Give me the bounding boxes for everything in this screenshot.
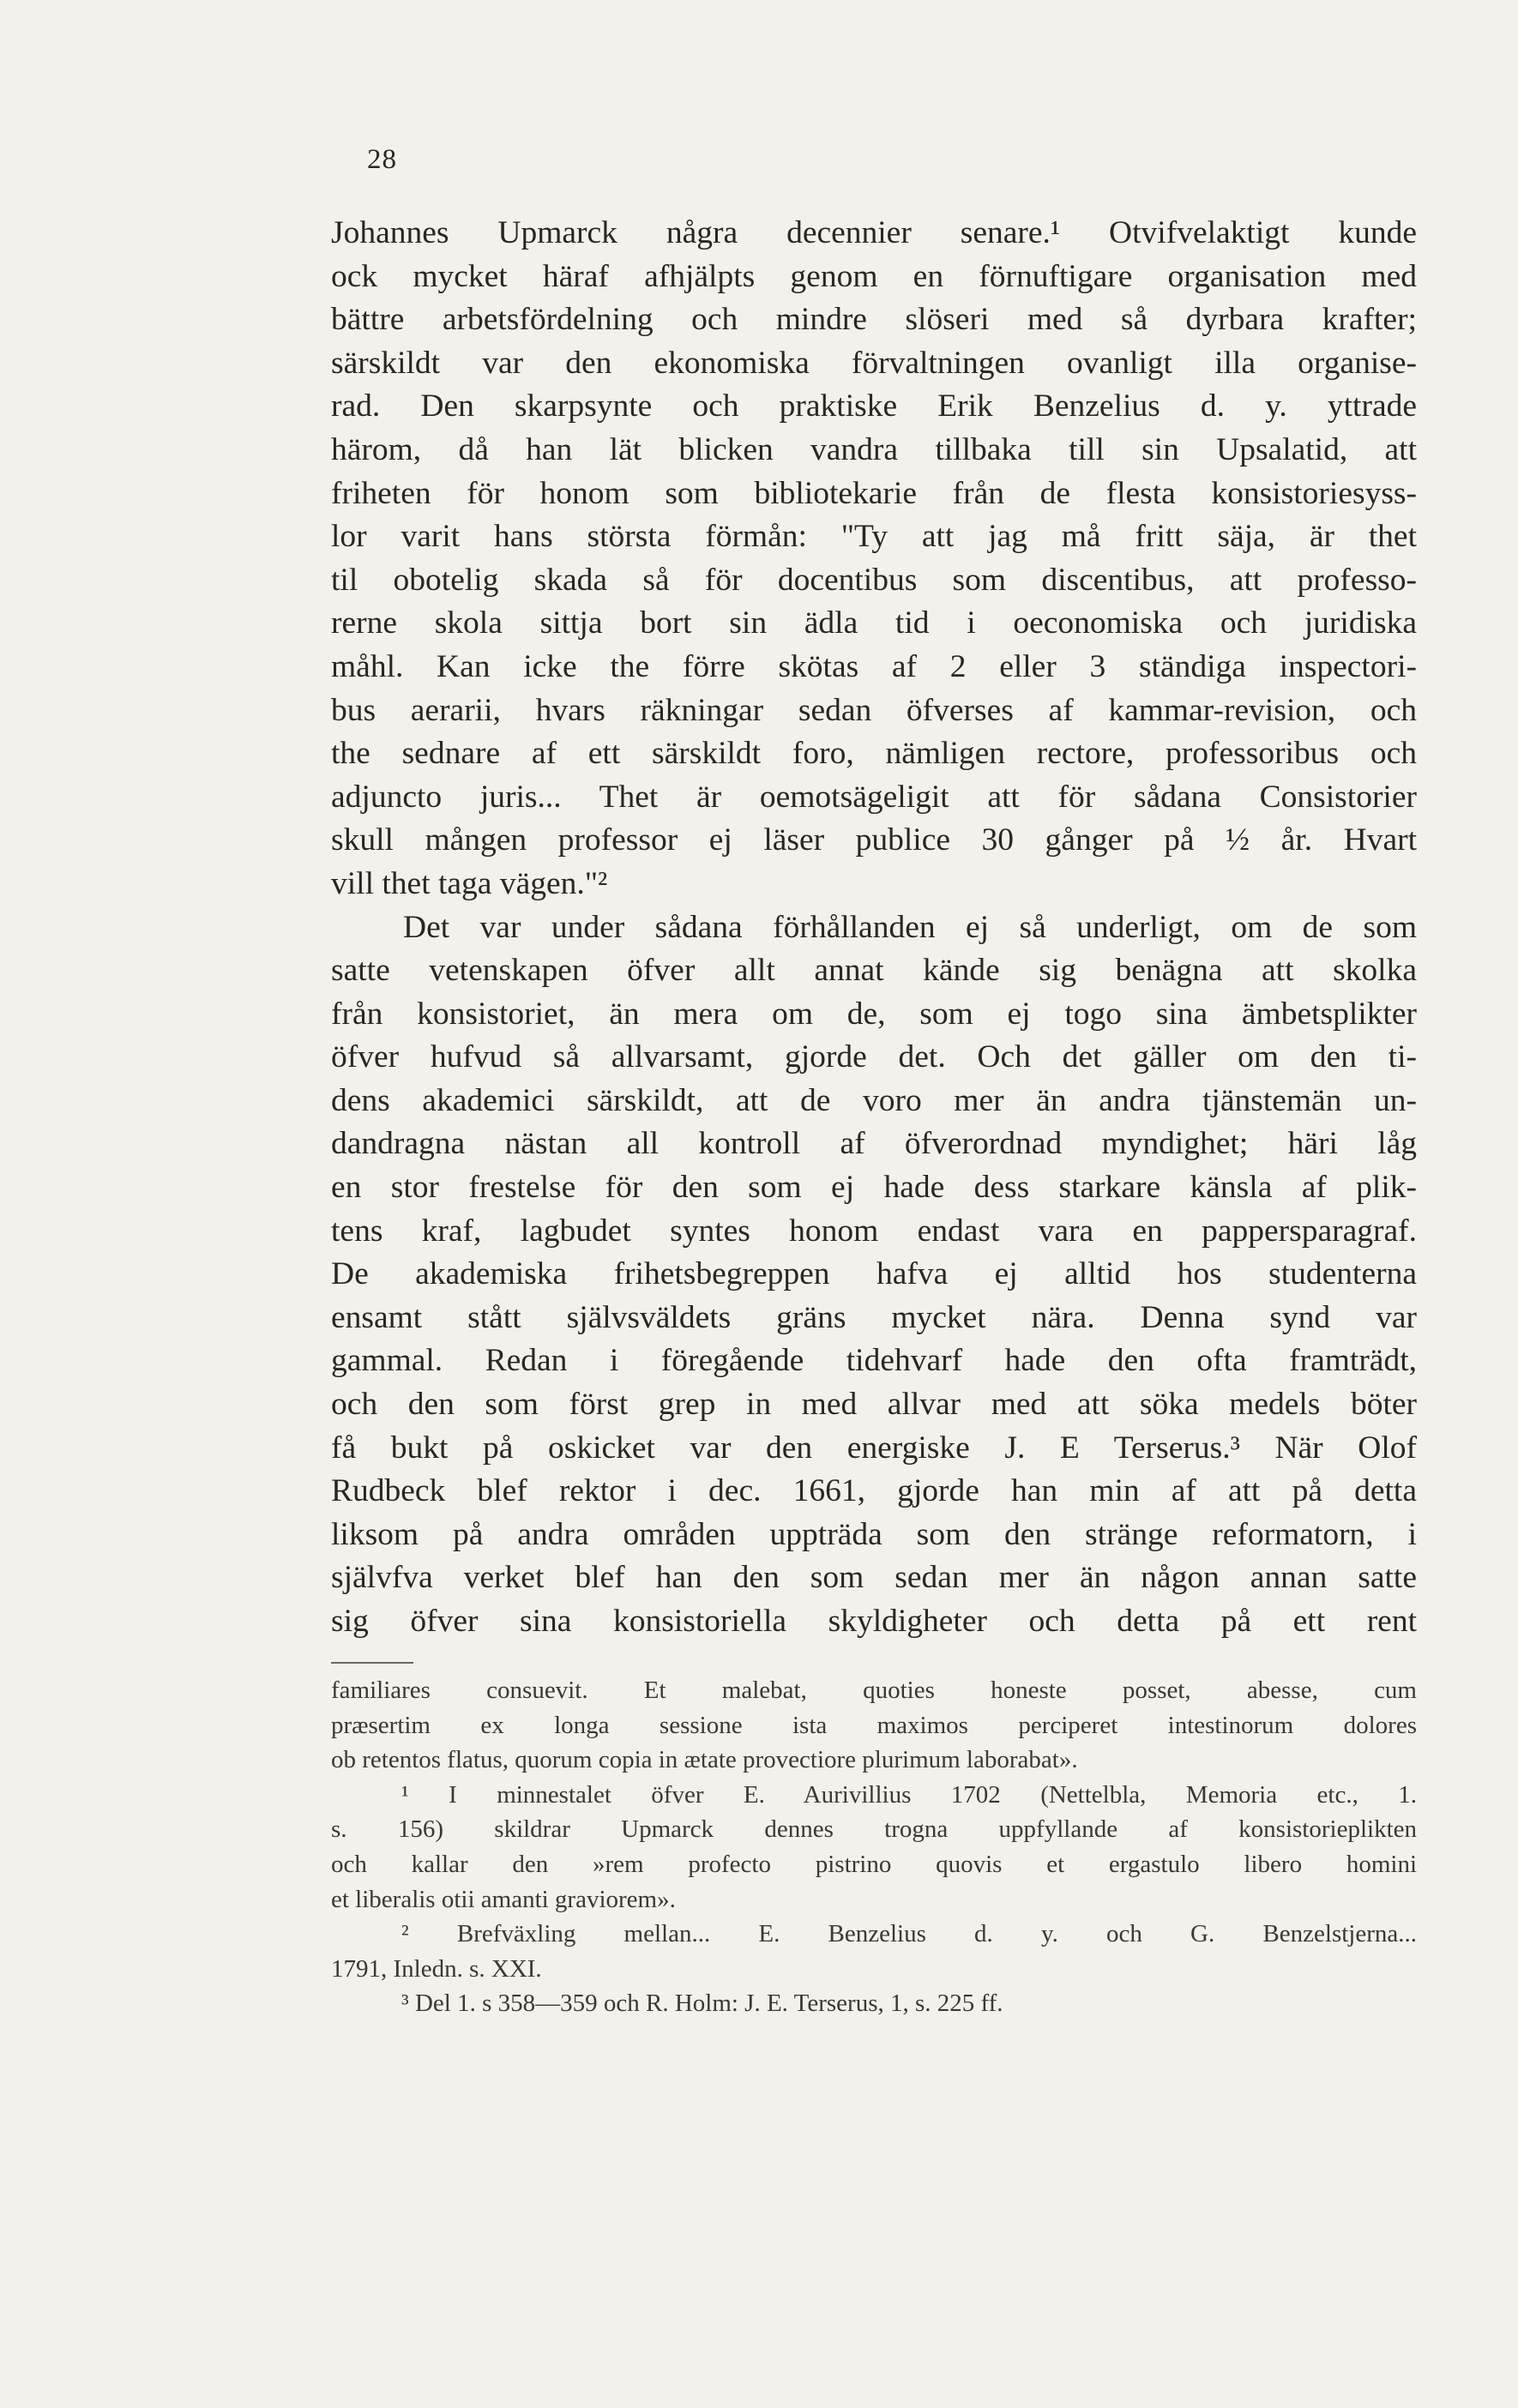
text-line: och den som först grep in med allvar med att söka medels böter	[331, 1387, 1417, 1423]
text-line: vill thet taga vägen."²	[331, 865, 608, 901]
footnote-line: et liberalis otii amanti graviorem».	[331, 1885, 676, 1913]
text-line: adjuncto juris... Thet är oemotsägeligit att för sådana Consistorier	[331, 779, 1417, 815]
text-line: lor varit hans största förmån: "Ty att jag må fritt säja, är thet	[331, 519, 1417, 555]
text-line: satte vetenskapen öfver allt annat kände sig benägna att skolka	[331, 953, 1417, 989]
text-line: ock mycket häraf afhjälpts genom en förnuftigare organisation med	[331, 258, 1417, 294]
text-line: måhl. Kan icke the förre skötas af 2 eller 3 ständiga inspectori-	[331, 648, 1417, 684]
text-line: Det var under sådana förhållanden ej så underligt, om de som	[403, 909, 1417, 945]
footnote-line: 1791, Inledn. s. XXI.	[331, 1954, 542, 1983]
text-line: bättre arbetsfördelning och mindre slöseri med så dyrbara krafter;	[331, 302, 1417, 338]
footnote-line: familiares consuevit. Et malebat, quoties honeste posset, abesse, cum	[331, 1677, 1417, 1704]
text-line: från konsistoriet, än mera om de, som ej togo sina ämbetsplikter	[331, 996, 1417, 1032]
footnotes	[331, 1673, 1417, 2021]
text-line: en stor frestelse för den som ej hade dess starkare känsla af plik-	[331, 1170, 1417, 1206]
footnote-line: ³ Del 1. s 358—359 och R. Holm: J. E. Terserus, 1, s. 225 ff.	[401, 1990, 1003, 2018]
text-line: the sednare af ett särskildt foro, nämligen rectore, professoribus och	[331, 736, 1417, 772]
footnote-line: ¹ I minnestalet öfver E. Aurivillius 1702 (Nettelbla, Memoria etc., 1.	[401, 1780, 1417, 1809]
text-line: rerne skola sittja bort sin ädla tid i oeconomiska och juridiska	[331, 605, 1417, 641]
text-line: tens kraf, lagbudet syntes honom endast vara en pappersparagraf.	[331, 1213, 1417, 1249]
text-line: De akademiska frihetsbegreppen hafva ej alltid hos studenterna	[331, 1256, 1417, 1292]
footnote-line: ob retentos flatus, quorum copia in ætate provectiore plurimum laborabat».	[331, 1746, 1078, 1774]
text-line: bus aerarii, hvars räkningar sedan öfverses af kammar-revision, och	[331, 692, 1417, 728]
footnote-line: præsertim ex longa sessione ista maximos perciperet intestinorum dolores	[331, 1711, 1417, 1739]
text-line: få bukt på oskicket var den energiske J. E Terserus.³ När Olof	[331, 1430, 1417, 1466]
text-line: dens akademici särskildt, att de voro mer än andra tjänstemän un-	[331, 1082, 1417, 1118]
text-line: skull mången professor ej läser publice 30 gånger på ½ år. Hvart	[331, 822, 1417, 858]
text-line: liksom på andra områden uppträda som den stränge reformatorn, i	[331, 1516, 1417, 1552]
footnote-divider	[331, 1662, 413, 1664]
text-line: sig öfver sina konsistoriella skyldigheter och detta på ett rent	[331, 1604, 1417, 1639]
text-line: Johannes Upmarck några decennier senare.¹ Otvifvelaktigt kunde	[331, 215, 1417, 250]
text-line: särskildt var den ekonomiska förvaltningen ovanligt illa organise-	[331, 345, 1417, 381]
footnote-line: ² Brefväxling mellan... E. Benzelius d. y. och G. Benzelstjerna...	[401, 1920, 1417, 1948]
page-number: 28	[367, 144, 397, 175]
text-line: självfva verket blef han den som sedan mer än någon annan satte	[331, 1560, 1417, 1596]
text-line: friheten för honom som bibliotekarie från de flesta konsistoriesyss-	[331, 475, 1417, 511]
text-line: Rudbeck blef rektor i dec. 1661, gjorde han min af att på detta	[331, 1473, 1417, 1509]
text-line: dandragna nästan all kontroll af öfverordnad myndighet; häri låg	[331, 1126, 1417, 1162]
footnote-line: och kallar den »rem profecto pistrino quovis et ergastulo libero homini	[331, 1850, 1417, 1878]
text-line: härom, då han lät blicken vandra tillbaka till sin Upsalatid, att	[331, 431, 1417, 467]
text-line: öfver hufvud så allvarsamt, gjorde det. Och det gäller om den ti-	[331, 1039, 1417, 1075]
footnote-line: s. 156) skildrar Upmarck dennes trogna uppfyllande af konsistorieplikten	[331, 1815, 1417, 1844]
text-line: rad. Den skarpsynte och praktiske Erik Benzelius d. y. yttrade	[331, 388, 1417, 424]
text-line: gammal. Redan i föregående tidehvarf hade den ofta framträdt,	[331, 1343, 1417, 1379]
main-text	[331, 212, 1417, 1644]
text-line: til obotelig skada så för docentibus som discentibus, att professo-	[331, 562, 1417, 598]
text-line: ensamt stått självsväldets gräns mycket nära. Denna synd var	[331, 1299, 1417, 1335]
